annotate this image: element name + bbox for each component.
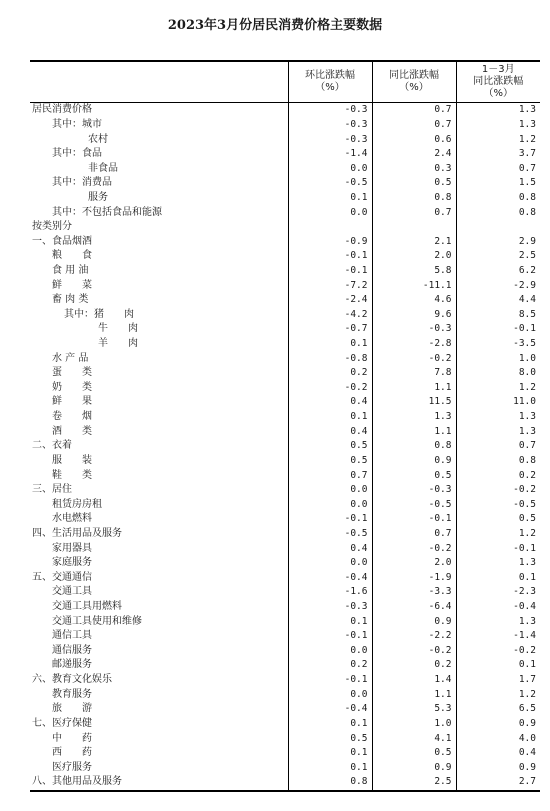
header-text-line: 同比涨跌幅	[473, 76, 524, 87]
row-mom-value: 0.1	[288, 717, 372, 732]
header-text-line: （%）	[483, 88, 513, 99]
row-yoy-value: 5.8	[372, 264, 456, 279]
table-row	[30, 366, 540, 381]
row-ytd-value: 0.7	[456, 439, 540, 454]
row-mom-value: 0.4	[288, 395, 372, 410]
document-title: 2023年3月份居民消费价格主要数据	[167, 18, 383, 33]
row-label: 服 装	[52, 454, 92, 466]
row-ytd-value: -1.4	[456, 629, 540, 644]
row-label: 牛 肉	[98, 323, 138, 335]
row-mom-value: 0.1	[288, 410, 372, 425]
row-yoy-value	[372, 220, 456, 235]
table-row	[30, 205, 540, 220]
row-label: 按类别分	[32, 221, 72, 233]
row-mom-value: 0.2	[288, 366, 372, 381]
table-row	[30, 717, 540, 732]
row-ytd-value: 1.2	[456, 132, 540, 147]
row-label: 四、生活用品及服务	[32, 527, 122, 539]
row-ytd-value: 8.0	[456, 366, 540, 381]
row-mom-value: -0.1	[288, 249, 372, 264]
row-mom-value: -0.1	[288, 629, 372, 644]
row-ytd-value: 0.7	[456, 161, 540, 176]
row-ytd-value: 4.0	[456, 731, 540, 746]
row-yoy-value: 0.7	[372, 103, 456, 118]
row-mom-value: -2.4	[288, 293, 372, 308]
row-mom-value: -0.3	[288, 118, 372, 133]
row-mom-value: -0.3	[288, 132, 372, 147]
row-mom-value: 0.5	[288, 454, 372, 469]
row-mom-value: -7.2	[288, 278, 372, 293]
row-ytd-value: 1.3	[456, 614, 540, 629]
row-label: 邮递服务	[52, 659, 92, 671]
row-mom-value: 0.5	[288, 439, 372, 454]
row-label: 八、其他用品及服务	[30, 775, 288, 791]
row-label: 通信服务	[52, 644, 92, 656]
row-mom-value: 0.1	[288, 760, 372, 775]
row-label: 其中：猪 肉	[64, 308, 134, 320]
table-row	[30, 234, 540, 249]
table-row	[30, 600, 540, 615]
row-yoy-value: 1.1	[372, 424, 456, 439]
row-label: 家用器具	[52, 542, 92, 554]
row-ytd-value: -3.5	[456, 337, 540, 352]
row-mom-value: -0.4	[288, 702, 372, 717]
row-mom-value: 0.1	[288, 746, 372, 761]
row-mom-value: -0.5	[288, 176, 372, 191]
table-row	[30, 585, 540, 600]
row-ytd-value: -2.3	[456, 585, 540, 600]
row-label: 非食品	[88, 162, 118, 174]
row-mom-value: -0.3	[288, 600, 372, 615]
row-yoy-value: -11.1	[372, 278, 456, 293]
row-yoy-value: 0.9	[372, 614, 456, 629]
row-label: 教育服务	[52, 688, 92, 700]
table-row	[30, 351, 540, 366]
table-row	[30, 381, 540, 396]
row-label: 羊 肉	[98, 338, 138, 350]
row-mom-value: 0.7	[288, 468, 372, 483]
header-yoy-change	[372, 61, 456, 103]
table-row	[30, 103, 540, 118]
row-yoy-value: 0.7	[372, 118, 456, 133]
row-mom-value: 0.0	[288, 161, 372, 176]
row-label: 奶 类	[52, 381, 92, 393]
table-row	[30, 322, 540, 337]
row-yoy-value: -6.4	[372, 600, 456, 615]
table-row	[30, 191, 540, 206]
row-yoy-value: 9.6	[372, 308, 456, 323]
row-ytd-value: 0.8	[456, 454, 540, 469]
row-yoy-value: 0.2	[372, 658, 456, 673]
row-yoy-value: 5.3	[372, 702, 456, 717]
row-ytd-value: 0.5	[456, 512, 540, 527]
row-mom-value: -0.1	[288, 512, 372, 527]
row-yoy-value: 1.1	[372, 687, 456, 702]
row-label: 五、交通通信	[32, 571, 92, 583]
row-mom-value: 0.2	[288, 658, 372, 673]
row-yoy-value: 0.9	[372, 454, 456, 469]
header-text-line: （%）	[315, 82, 345, 93]
header-text-line: （%）	[399, 82, 429, 93]
row-mom-value: -4.2	[288, 308, 372, 323]
row-ytd-value: -0.2	[456, 644, 540, 659]
row-yoy-value: -1.9	[372, 571, 456, 586]
row-yoy-value: 0.3	[372, 161, 456, 176]
row-yoy-value: 7.8	[372, 366, 456, 381]
row-mom-value: -0.1	[288, 264, 372, 279]
row-label: 中 药	[52, 732, 92, 744]
table-row	[30, 629, 540, 644]
row-ytd-value: 0.8	[456, 205, 540, 220]
row-ytd-value: 1.7	[456, 673, 540, 688]
row-ytd-value: 1.3	[456, 556, 540, 571]
row-label: 交通工具	[52, 586, 92, 598]
row-yoy-value: -2.2	[372, 629, 456, 644]
row-ytd-value: 3.7	[456, 147, 540, 162]
row-mom-value: 0.1	[288, 337, 372, 352]
row-yoy-value: -0.5	[372, 497, 456, 512]
row-label: 畜 肉 类	[52, 294, 89, 306]
row-mom-value: 0.0	[288, 687, 372, 702]
row-ytd-value: 1.2	[456, 527, 540, 542]
table-row	[30, 497, 540, 512]
row-mom-value: 0.1	[288, 191, 372, 206]
row-mom-value: -0.3	[288, 103, 372, 118]
table-row	[30, 527, 540, 542]
table-row	[30, 468, 540, 483]
row-mom-value: -0.9	[288, 234, 372, 249]
row-label: 其中：食品	[52, 148, 102, 160]
table-row	[30, 658, 540, 673]
row-mom-value: 0.1	[288, 614, 372, 629]
table-row	[30, 760, 540, 775]
row-label: 卷 烟	[52, 411, 92, 423]
row-ytd-value: 2.5	[456, 249, 540, 264]
row-mom-value: -0.1	[288, 673, 372, 688]
row-ytd-value: -0.1	[456, 322, 540, 337]
row-label: 医疗服务	[52, 761, 92, 773]
row-ytd-value: 0.2	[456, 468, 540, 483]
row-ytd-value: -0.5	[456, 497, 540, 512]
row-label: 三、居住	[32, 484, 72, 496]
row-ytd-value: 2.7	[456, 775, 540, 791]
table-row	[30, 395, 540, 410]
row-label: 食 用 油	[52, 265, 89, 276]
row-ytd-value: 1.0	[456, 351, 540, 366]
table-row	[30, 410, 540, 425]
row-ytd-value: 11.0	[456, 395, 540, 410]
table-row	[30, 702, 540, 717]
row-ytd-value: 2.9	[456, 234, 540, 249]
row-yoy-value: 11.5	[372, 395, 456, 410]
table-row	[30, 673, 540, 688]
row-mom-value: -0.5	[288, 527, 372, 542]
row-ytd-value: 0.8	[456, 191, 540, 206]
table-header-row	[30, 61, 540, 103]
table-row	[30, 644, 540, 659]
row-ytd-value: 1.3	[456, 118, 540, 133]
row-mom-value: -0.2	[288, 381, 372, 396]
row-ytd-value: 1.3	[456, 103, 540, 118]
row-ytd-value: 0.9	[456, 760, 540, 775]
row-ytd-value: 0.1	[456, 571, 540, 586]
row-label: 酒 类	[52, 425, 92, 437]
row-label: 西 药	[52, 747, 92, 759]
row-ytd-value: 1.2	[456, 381, 540, 396]
table-row	[30, 746, 540, 761]
row-ytd-value	[456, 220, 540, 235]
row-mom-value	[288, 220, 372, 235]
row-yoy-value: -0.1	[372, 512, 456, 527]
row-ytd-value: -0.2	[456, 483, 540, 498]
row-yoy-value: 2.0	[372, 556, 456, 571]
table-body	[30, 103, 540, 791]
row-label: 交通工具用燃料	[52, 601, 122, 613]
table-row	[30, 220, 540, 235]
table-row	[30, 775, 540, 791]
row-yoy-value: 2.5	[372, 775, 456, 791]
row-label: 鲜 果	[52, 396, 92, 408]
table-row	[30, 687, 540, 702]
row-label: 交通工具使用和维修	[52, 615, 142, 627]
row-label: 居民消费价格	[32, 104, 92, 116]
row-yoy-value: 0.7	[372, 527, 456, 542]
row-label: 一、食品烟酒	[32, 235, 92, 247]
header-text-line: 同比涨跌幅	[389, 70, 439, 81]
row-label: 蛋 类	[52, 367, 92, 379]
row-mom-value: 0.4	[288, 424, 372, 439]
row-ytd-value: 0.9	[456, 717, 540, 732]
row-label: 二、衣着	[32, 440, 72, 452]
row-ytd-value: 1.2	[456, 687, 540, 702]
row-mom-value: 0.0	[288, 497, 372, 512]
row-ytd-value: 0.1	[456, 658, 540, 673]
table-row	[30, 278, 540, 293]
table-row	[30, 454, 540, 469]
table-row	[30, 337, 540, 352]
row-yoy-value: 1.1	[372, 381, 456, 396]
row-label: 鞋 类	[52, 469, 92, 481]
row-label: 其中：消费品	[52, 177, 112, 189]
row-yoy-value: 1.3	[372, 410, 456, 425]
table-row	[30, 308, 540, 323]
row-mom-value: 0.4	[288, 541, 372, 556]
header-ytd-yoy-change	[456, 61, 540, 103]
row-yoy-value: 2.4	[372, 147, 456, 162]
table-row	[30, 731, 540, 746]
header-text-line: 环比涨跌幅	[305, 70, 355, 81]
table-row	[30, 249, 540, 264]
table-row	[30, 556, 540, 571]
table-row	[30, 483, 540, 498]
row-mom-value: -1.6	[288, 585, 372, 600]
table-row	[30, 512, 540, 527]
row-ytd-value: -0.4	[456, 600, 540, 615]
row-mom-value: 0.5	[288, 731, 372, 746]
row-yoy-value: 0.7	[372, 205, 456, 220]
row-yoy-value: 1.4	[372, 673, 456, 688]
row-yoy-value: -0.2	[372, 644, 456, 659]
row-label: 旅 游	[52, 703, 92, 715]
row-yoy-value: -0.2	[372, 351, 456, 366]
row-yoy-value: -3.3	[372, 585, 456, 600]
row-ytd-value: 4.4	[456, 293, 540, 308]
row-ytd-value: 1.5	[456, 176, 540, 191]
row-ytd-value: 6.5	[456, 702, 540, 717]
row-yoy-value: -0.2	[372, 541, 456, 556]
table-row	[30, 161, 540, 176]
row-mom-value: 0.0	[288, 644, 372, 659]
row-ytd-value: 8.5	[456, 308, 540, 323]
row-mom-value: -0.7	[288, 322, 372, 337]
row-label: 水电燃料	[52, 513, 92, 525]
row-ytd-value: 1.3	[456, 424, 540, 439]
row-label: 鲜 菜	[52, 279, 92, 291]
table-row	[30, 541, 540, 556]
table-row	[30, 147, 540, 162]
row-yoy-value: -0.3	[372, 322, 456, 337]
header-text-line: 1－3月	[481, 64, 515, 75]
row-label: 农村	[88, 133, 108, 145]
table-row	[30, 132, 540, 147]
row-label: 其中：不包括食品和能源	[52, 206, 162, 218]
row-mom-value: 0.0	[288, 483, 372, 498]
row-yoy-value: 0.5	[372, 746, 456, 761]
table-row	[30, 614, 540, 629]
row-label: 通信工具	[52, 630, 92, 642]
row-mom-value: -0.4	[288, 571, 372, 586]
table-row	[30, 264, 540, 279]
row-ytd-value: 6.2	[456, 264, 540, 279]
row-label: 水 产 品	[52, 352, 89, 364]
row-label: 粮 食	[52, 250, 92, 262]
row-yoy-value: 2.1	[372, 234, 456, 249]
table-row	[30, 176, 540, 191]
table-row	[30, 118, 540, 133]
row-ytd-value: -2.9	[456, 278, 540, 293]
row-yoy-value: 0.8	[372, 439, 456, 454]
row-mom-value: -1.4	[288, 147, 372, 162]
table-row	[30, 293, 540, 308]
row-yoy-value: -2.8	[372, 337, 456, 352]
row-yoy-value: -0.3	[372, 483, 456, 498]
row-mom-value: 0.8	[288, 775, 372, 791]
row-ytd-value: 0.4	[456, 746, 540, 761]
cpi-data-table	[30, 60, 540, 792]
row-yoy-value: 0.5	[372, 468, 456, 483]
row-label: 六、教育文化娱乐	[32, 674, 112, 686]
row-yoy-value: 2.0	[372, 249, 456, 264]
row-ytd-value: 1.3	[456, 410, 540, 425]
row-mom-value: 0.0	[288, 556, 372, 571]
row-ytd-value: -0.1	[456, 541, 540, 556]
row-label: 其中：城市	[52, 118, 102, 130]
row-yoy-value: 0.5	[372, 176, 456, 191]
table-row	[30, 571, 540, 586]
row-yoy-value: 0.8	[372, 191, 456, 206]
row-label: 家庭服务	[52, 557, 92, 569]
table-row	[30, 439, 540, 454]
row-label: 租赁房房租	[52, 498, 102, 510]
row-yoy-value: 4.6	[372, 293, 456, 308]
row-yoy-value: 1.0	[372, 717, 456, 732]
row-mom-value: 0.0	[288, 205, 372, 220]
table-row	[30, 424, 540, 439]
row-yoy-value: 4.1	[372, 731, 456, 746]
header-label-column	[30, 61, 288, 103]
row-label: 服务	[88, 191, 108, 203]
row-yoy-value: 0.6	[372, 132, 456, 147]
row-yoy-value: 0.9	[372, 760, 456, 775]
header-mom-change	[288, 61, 372, 103]
row-mom-value: -0.8	[288, 351, 372, 366]
row-label: 七、医疗保健	[32, 717, 92, 729]
